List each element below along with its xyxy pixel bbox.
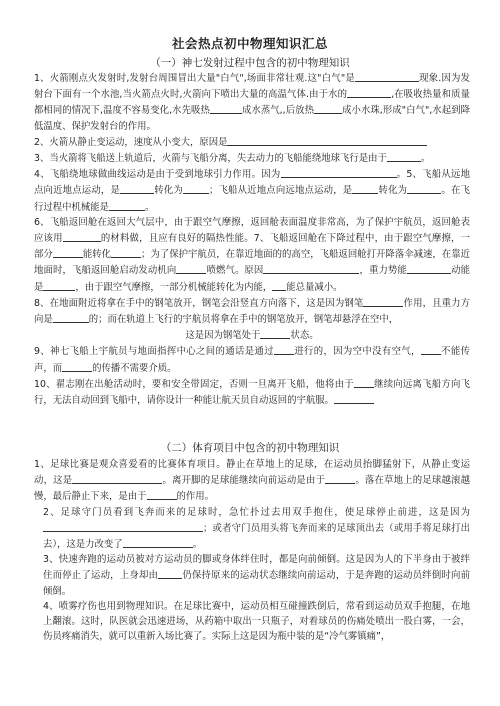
question-6-7	[34, 215, 470, 295]
q1-text-a: 1、火箭刚点火发射时,发射台周围冒出大量"白气",场面非常壮观.这"白气"是	[34, 73, 355, 84]
q8-text-a: 8、在地面附近将拿在手中的钢笔放开，钢笔会沿竖直方向落下，这是因为钢笔	[34, 297, 364, 309]
blank	[158, 567, 182, 579]
q6-text-a: 6、飞船返回舱在返回大气层中，由于跟空气摩擦，返回舱表面温度非常高，为了保护宇航员，返回舱表应该用	[34, 216, 470, 245]
blank	[43, 279, 75, 291]
blank	[227, 134, 427, 146]
q7-text-h: 能总量减小。	[286, 281, 343, 293]
q1-text-c: ,在吸收热量和质量都相同的情况下,温度不容易变化,水先吸热	[34, 89, 471, 117]
question-8	[34, 295, 470, 327]
q5-text-d: 转化为	[378, 185, 408, 197]
blank	[260, 327, 290, 339]
q7-text-g: ，由于跟空气摩擦，一部分机械能转化为内能，	[75, 281, 273, 293]
question-2	[34, 134, 470, 150]
blank	[176, 262, 206, 274]
q7-text-a: 7、飞船返回舱在下降过程中，由于跟空气摩擦，一部分	[34, 233, 470, 261]
section-1-title: （一）神七发射过程中包含的初中物理知识	[150, 57, 350, 69]
sq2-text-b: ；或者守门员用头将飞奔而来的足球顶出去（或用手将足球打出去），这是力改变了	[43, 522, 470, 551]
blank	[281, 166, 397, 178]
blank	[334, 392, 374, 404]
blank	[407, 262, 451, 274]
section-2-body	[34, 457, 470, 644]
section-2-title: （二）体育项目中包含的初中物理知识	[160, 442, 340, 454]
blank	[72, 472, 162, 484]
q9-text-d: 的传播不需要介质。	[92, 362, 177, 374]
blank	[53, 246, 83, 258]
blank	[407, 182, 441, 194]
sport-question-2: 2、足球守门员看到飞奔而来的足球时，急忙扑过去用双手抱住，使足球停止前进，这是因为；或者守门员用头将飞奔而来的足球顶出去（或用手将足球打出去），这是力改变了 。	[43, 506, 470, 551]
blank	[111, 246, 141, 258]
sq2-text-a: 2、足球守门员看到飞奔而来的足球时，急忙扑过去用双手抱住，使足球停止前进，这是因为	[43, 506, 470, 518]
blank	[387, 150, 421, 162]
blank	[62, 360, 92, 372]
sport-question-3	[34, 552, 470, 599]
sq3-text-a: 3、快速奔跑的运动员被对方运动员的脚或身体绊住时，都是向前倾倒。这是因为人的下半身由于被绊住而停止了运动，上身却由	[43, 554, 470, 582]
q10-text-b: 继续向远离飞船方向飞行，无法自动回到飞船中，请你设计一种能让航天员自动返回的宇航服。	[34, 378, 470, 407]
blank	[43, 520, 203, 532]
blank	[314, 102, 342, 114]
question-8-cont	[34, 327, 470, 343]
blank	[63, 230, 101, 242]
q3-text: 3、当火箭将飞船送上轨道后，火箭与飞船分离，失去动力的飞船能绕地球飞行是由于	[34, 153, 387, 165]
q7-text-c: ；为了保护宇航员，在靠近地面的的高空，飞船返回舱打开降落伞减速，在靠近地面时，飞船返回舱启动发动机向	[34, 249, 470, 277]
question-10	[34, 376, 470, 408]
blank	[354, 376, 374, 388]
q8-text-e: 状态。	[290, 330, 319, 342]
blank	[352, 182, 378, 194]
q1-text-d: 成水蒸气,,后放热	[241, 105, 315, 117]
sq4-text: 4、喷雾疗伤也用到物理知识。在足球比赛中，运动员相互碰撞跌倒后，常看到运动员双手抱腿，在地上翻滚。这时，队医就会迅速进场，从药箱中取出一只瓶子，对着球员的伤痛处喷出一股白雾，一会，伤员疼痛消失，就可以重新入场比赛了。实际上这是因为瓶中装的是“冷气雾镇痛”，	[43, 600, 470, 643]
sq1-text-d: 的作用。	[176, 491, 215, 503]
q8-text-c: 的；而在轨道上飞行的宇航员将拿在手中的钢笔放开，钢笔却悬浮在空中，	[88, 314, 399, 326]
q7-text-f: 动能是	[34, 265, 470, 293]
q10-text-a: 10、翟志刚在出舱活动时，要和安全带固定，否则一旦离开飞船，他将由于	[34, 378, 354, 390]
sq3-text-b: 仍保持原来的运动状态继续向前运动，于是奔跑的运动员绊倒时向前倾倒。	[43, 570, 470, 597]
q5-text-e: 。在飞行过程中机械能是	[34, 185, 470, 213]
q5-text-c: ；飞船从近地点向远地点运动，是	[208, 185, 353, 197]
blank	[210, 102, 242, 114]
blank	[363, 295, 403, 307]
q7-text-d: 喷燃气。原因	[206, 265, 264, 277]
blank	[263, 262, 359, 274]
q9-text-c: 不能传声，而	[34, 346, 470, 374]
q5-text-b: 转化为	[154, 185, 183, 197]
sq1-text-c: 。落在草地上的足球越滚越慢，最后静止下来，是由于	[34, 475, 470, 503]
blank	[109, 199, 145, 211]
blank	[325, 472, 355, 484]
sport-question-4	[34, 599, 470, 645]
blank	[120, 182, 154, 194]
sport-question-1	[34, 457, 470, 505]
q9-text-a: 9、神七飞船上宇航员与地面指挥中心之间的通话是通过	[34, 346, 274, 358]
q7-text-e: ，重力势能	[359, 265, 407, 277]
q9-text-b: 进行的，因为空中没有空气，	[293, 346, 421, 358]
question-1	[34, 70, 470, 134]
q5-text-a: 5、飞船从远地点向近地点运动，是	[34, 169, 470, 197]
sq1-text-a: 1、足球比赛是观众喜爱看的比赛体育项目。静止在草地上的足球，在运动员抬脚猛射下，从静止变运动，这是	[34, 459, 470, 487]
q2-text: 2、火箭从静止变运动，速度从小变大，原因是	[34, 136, 228, 148]
section-1-body	[34, 70, 470, 408]
question-3: 3、当火箭将飞船送上轨道后，火箭与飞船分离，失去动力的飞船能绕地球飞行是由于 。	[34, 150, 470, 166]
blank	[347, 86, 391, 98]
q1-text-e: 成小水珠,形成"白气",水起到降低温度、保护发射台的作用。	[34, 105, 470, 132]
blank	[123, 536, 193, 548]
blank	[147, 488, 177, 500]
sq1-text-b: 。离开脚的足球能继续向前运动是由于	[162, 475, 326, 487]
blank	[272, 279, 286, 291]
q8-text-b: 作用，且重力方向是	[34, 297, 470, 326]
q4-text: 4、飞船绕地球做曲线运动是由于受到地球引力作用。因为	[34, 169, 281, 181]
question-4-5: 4、飞船绕地球做曲线运动是由于受到地球引力作用。因为 。5、飞船从远地点向近地点运动，是 转化为 ；飞船从近地点向远地点运动，是 转化为 。在飞行过程中机械能是 。	[34, 166, 470, 215]
blank	[274, 343, 294, 355]
q1-text-b: 现象.因为发射台下面有一个水池,当火箭点火时,火箭向下喷出大量的高温气体.由于水的	[34, 73, 470, 101]
question-9	[34, 343, 470, 375]
document-title: 社会热点初中物理知识汇总	[171, 36, 328, 51]
q6-text-b: 的材料做，且应有良好的隔热性能。	[100, 233, 254, 245]
q7-text-b: 能转化	[82, 249, 112, 261]
blank	[421, 343, 441, 355]
blank	[53, 311, 89, 323]
blank	[183, 182, 209, 194]
q8-text-d: 这是因为钢笔处于	[185, 330, 261, 342]
blank	[355, 70, 419, 82]
